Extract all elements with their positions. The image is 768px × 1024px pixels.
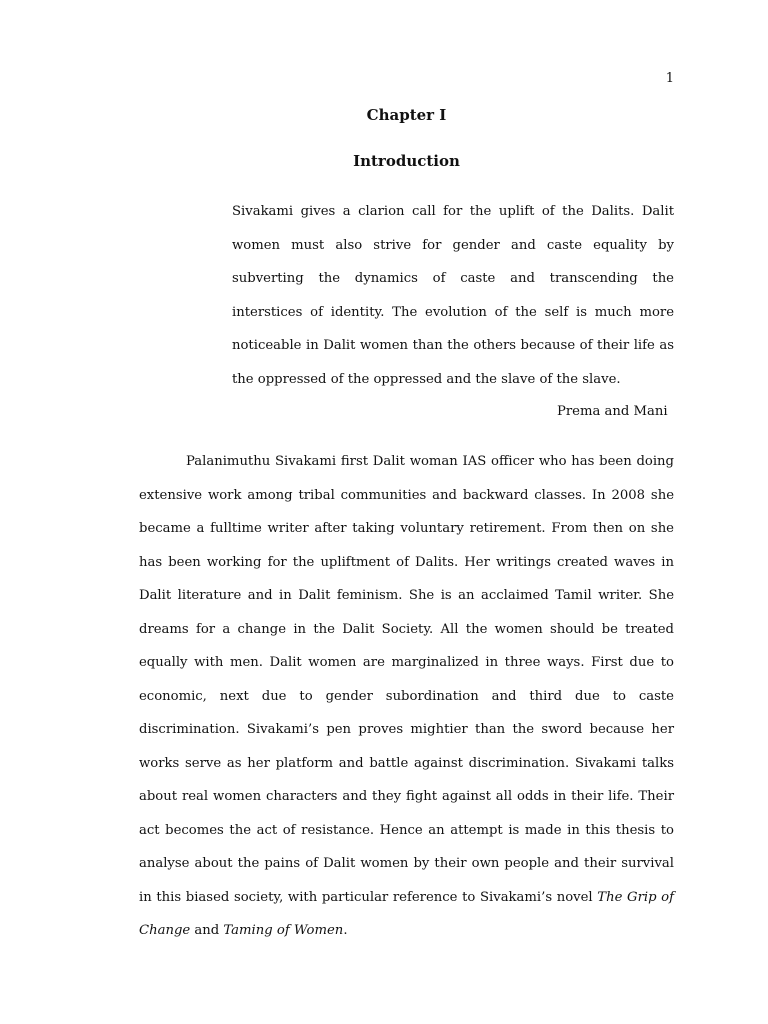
body-text: Palanimuthu Sivakami first Dalit woman IAS officer who has been doing extensive work among tribal communities and backward classes. In 2008 she became a fulltime writer after taking voluntary retirement. From then on she has been working for the upliftment of Dalits. Her writings created waves in Dalit literature and in Dalit feminism. She is an acclaimed Tamil writer. She dreams for a change in the Dalit Society. All the women should be treated equally with men. Dalit women are marginalized in three ways. First due to economic, next due to gender subordination and third due to caste discrimination. Sivakami’s pen proves mightier than the sword because her works serve as her platform and battle against discrimination. Sivakami talks about real women characters and they fight against all odds in their life. Their act becomes the act of resistance. Hence an attempt is made in this thesis to analyse about the pains of Dalit women by their own people and their survival in this biased society, with particular reference to Sivakami’s novel xyxy=(139,454,674,905)
body-end: . xyxy=(343,923,348,938)
body-connector: and xyxy=(194,923,220,938)
epigraph-quote: Sivakami gives a clarion call for the uplift of the Dalits. Dalit women must also strive for gender and caste equality by subverting the dynamics of caste and transcending the interstices of identity. The evolution of the self is much more noticeable in Dalit women than the others because of their life as the oppressed of the oppressed and the slave of the slave. xyxy=(232,204,674,387)
body-paragraph xyxy=(139,445,674,948)
chapter-label: Chapter I xyxy=(366,106,447,124)
epigraph-attribution: Prema and Mani xyxy=(557,404,668,419)
book-title-grip-of-change: The Grip of Change xyxy=(139,889,674,938)
page-number: 1 xyxy=(665,71,674,86)
book-title-taming-of-women: Taming of Women xyxy=(223,923,344,938)
chapter-title: Introduction xyxy=(353,152,460,170)
